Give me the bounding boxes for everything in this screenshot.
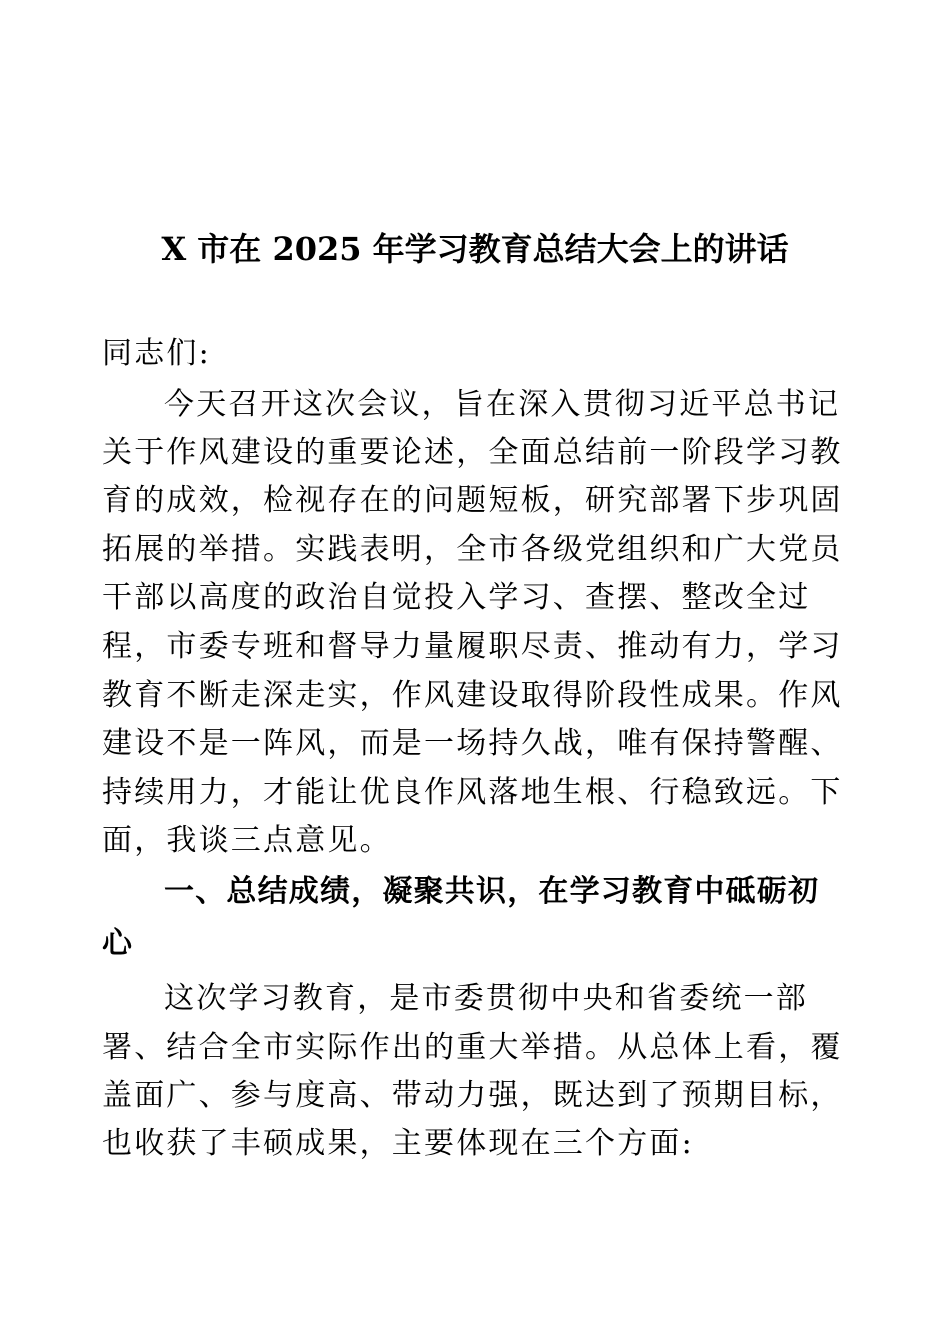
paragraph-line: 也收获了丰硕成果，主要体现在三个方面: [102,1126,694,1161]
paragraph-line: 建设不是一阵风，而是一场持久战，唯有保持警醒、 [102,726,843,761]
paragraph-line: 程，市委专班和督导力量履职尽责、推动有力，学习 [102,629,843,664]
document-title: X 市在 2025 年学习教育总结大会上的讲话 [161,230,789,268]
paragraph-line: 育的成效，检视存在的问题短板，研究部署下步巩固 [102,483,843,518]
paragraph-line: 干部以高度的政治自觉投入学习、查摆、整改全过 [102,580,811,615]
salutation: 同志们: [102,336,211,371]
paragraph-line: 拓展的举措。实践表明，全市各级党组织和广大党员 [102,532,843,567]
section-heading: 心 [102,926,134,961]
section-heading: 一、总结成绩，凝聚共识，在学习教育中砥砺初 [164,874,820,909]
paragraph-line: 这次学习教育，是市委贯彻中央和省委统一部 [164,981,808,1016]
paragraph-line: 署、结合全市实际作出的重大举措。从总体上看，覆 [102,1030,843,1065]
paragraph-line: 教育不断走深走实，作风建设取得阶段性成果。作风 [102,678,843,713]
paragraph-line: 持续用力，才能让优良作风落地生根、行稳致远。下 [102,775,843,810]
paragraph-line: 面，我谈三点意见。 [102,823,392,858]
paragraph-line: 关于作风建设的重要论述，全面总结前一阶段学习教 [102,435,843,470]
paragraph-line: 今天召开这次会议，旨在深入贯彻习近平总书记 [164,387,841,422]
paragraph-line: 盖面广、参与度高、带动力强，既达到了预期目标， [102,1078,843,1113]
